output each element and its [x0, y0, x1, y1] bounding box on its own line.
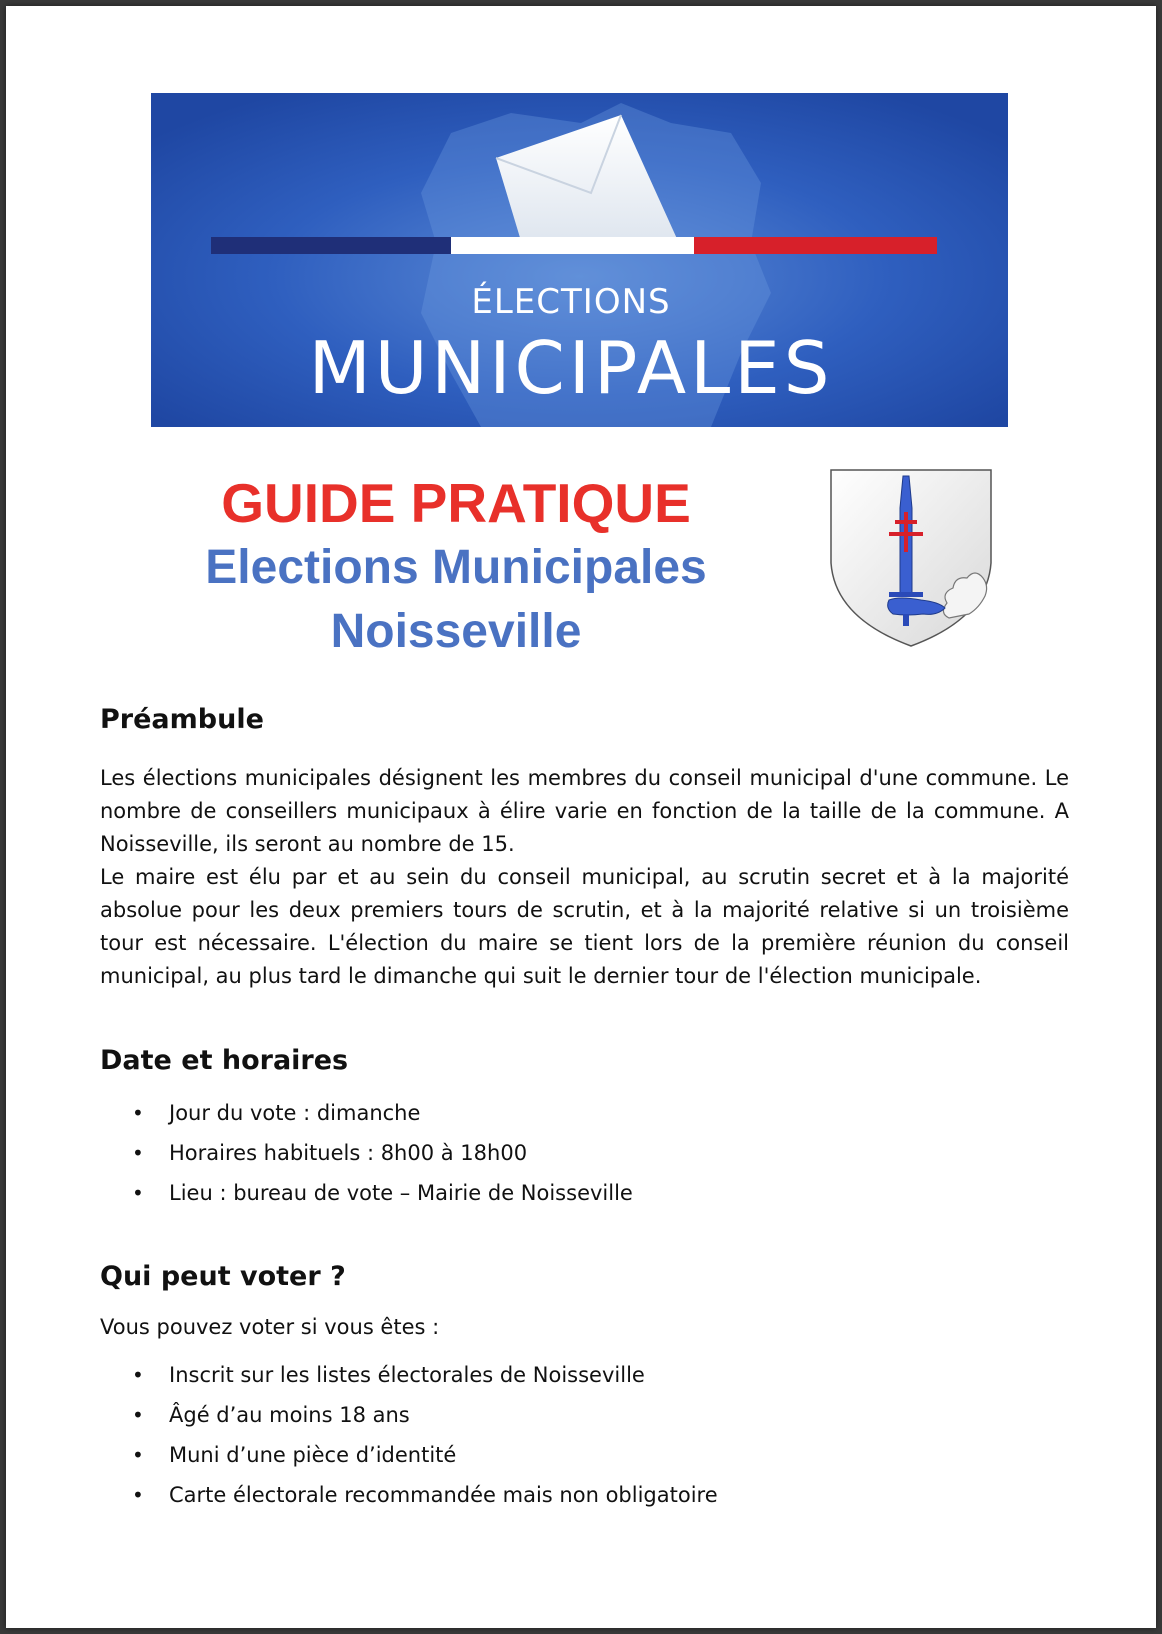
- list-item: • Âgé d’au moins 18 ans: [169, 1395, 1069, 1435]
- banner-title-small: ÉLECTIONS: [471, 282, 671, 322]
- coat-of-arms-icon: [829, 468, 993, 648]
- list-item: • Inscrit sur les listes électorales de Noisseville: [169, 1355, 1069, 1395]
- list-item: • Jour du vote : dimanche: [169, 1093, 1069, 1133]
- list-item: • Lieu : bureau de vote – Mairie de Noisseville: [169, 1173, 1069, 1213]
- subtitle-line-1: Elections Municipales: [205, 541, 707, 594]
- preambule-paragraph-1: Les élections municipales désignent les membres du conseil municipal d'une commune. Le nombre de conseillers municipaux à élire varie en fonction de la taille de la commune. A Noisseville, ils seront au nombre de 15.: [100, 766, 1069, 856]
- guide-title: GUIDE PRATIQUE: [221, 472, 691, 534]
- banner-title-large: MUNICIPALES: [308, 326, 834, 410]
- document-body: [100, 700, 1069, 1515]
- elections-banner: [151, 93, 1008, 427]
- list-item: • Carte électorale recommandée mais non obligatoire: [169, 1475, 1069, 1515]
- qui-peut-voter-list: [100, 1355, 1069, 1515]
- subtitle-line-2: Noisseville: [330, 605, 582, 658]
- list-item: • Horaires habituels : 8h00 à 18h00: [169, 1133, 1069, 1173]
- qui-peut-voter-intro: Vous pouvez voter si vous êtes :: [100, 1315, 440, 1339]
- banner-graphic: [151, 93, 1008, 427]
- tricolor-bar: [211, 237, 937, 254]
- subtitle: [106, 536, 806, 664]
- heading-preambule: Préambule: [100, 704, 264, 735]
- heading-date-horaires: Date et horaires: [100, 1045, 349, 1076]
- list-item: • Muni d’une pièce d’identité: [169, 1435, 1069, 1475]
- preambule-paragraph-2: Le maire est élu par et au sein du conseil municipal, au scrutin secret et à la majorité absolue pour les deux premiers tours de scrutin, et à la majorité relative si un troisième tour est nécessaire. L'élection du maire se tient lors de la première réunion du conseil municipal, au plus tard le dimanche qui suit le dernier tour de l'élection municipale.: [100, 865, 1069, 988]
- document-page: [6, 6, 1156, 1628]
- date-horaires-list: [100, 1093, 1069, 1213]
- heading-qui-peut-voter: Qui peut voter ?: [100, 1261, 346, 1292]
